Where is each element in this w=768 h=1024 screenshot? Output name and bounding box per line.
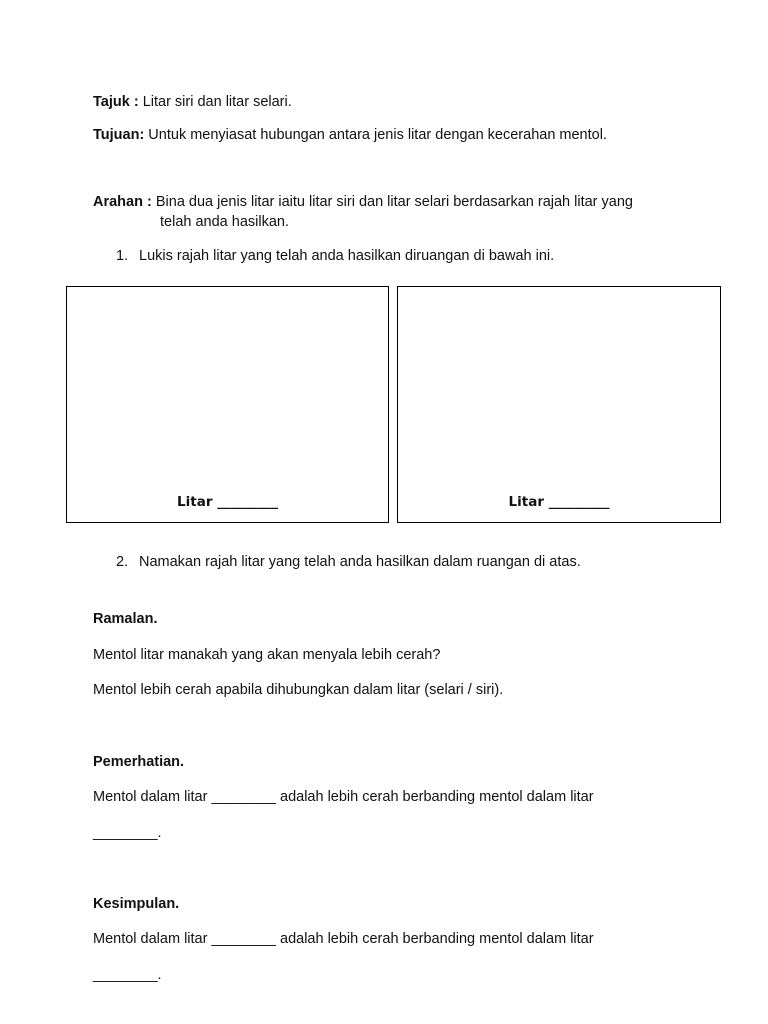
- kesimpulan-line1: Mentol dalam litar ________ adalah lebih cerah berbanding mentol dalam litar: [93, 931, 594, 947]
- tujuan-text: Untuk menyiasat hubungan antara jenis litar dengan kecerahan mentol.: [144, 127, 607, 143]
- step-1-number: 1.: [116, 248, 129, 264]
- arahan-label: Arahan :: [93, 194, 152, 210]
- tajuk-separator: :: [129, 94, 143, 110]
- step-2-number: 2.: [116, 554, 129, 570]
- arahan-text-line1: Bina dua jenis litar iaitu litar siri dan litar selari berdasarkan rajah litar yang: [151, 194, 633, 210]
- drawing-box-right[interactable]: [397, 286, 721, 523]
- ramalan-answer: Mentol lebih cerah apabila dihubungkan dalam litar (selari / siri).: [93, 682, 504, 698]
- step-2-text: Namakan rajah litar yang telah anda hasilkan dalam ruangan di atas.: [139, 554, 581, 570]
- tajuk-line: [93, 93, 292, 111]
- ramalan-question: Mentol litar manakah yang akan menyala lebih cerah?: [93, 647, 441, 663]
- drawing-box-right-label: Litar _________: [508, 494, 610, 510]
- pemerhatian-line1: Mentol dalam litar ________ adalah lebih cerah berbanding mentol dalam litar: [93, 789, 594, 805]
- ramalan-heading: Ramalan.: [93, 611, 158, 627]
- drawing-box-left[interactable]: [66, 286, 389, 523]
- tujuan-label: Tujuan:: [93, 127, 145, 143]
- pemerhatian-heading: Pemerhatian.: [93, 754, 185, 770]
- drawing-box-left-label: Litar _________: [177, 494, 278, 510]
- pemerhatian-line2: ________.: [93, 825, 162, 841]
- tajuk-text: Litar siri dan litar selari.: [142, 94, 292, 110]
- arahan-text-line2: telah anda hasilkan.: [160, 214, 289, 230]
- tujuan-line: [93, 126, 607, 144]
- kesimpulan-line2: ________.: [93, 967, 162, 983]
- arahan-line: [93, 193, 633, 211]
- step-1-text: Lukis rajah litar yang telah anda hasilkan diruangan di bawah ini.: [139, 248, 555, 264]
- tajuk-label: Tajuk: [93, 94, 130, 110]
- kesimpulan-heading: Kesimpulan.: [93, 896, 180, 912]
